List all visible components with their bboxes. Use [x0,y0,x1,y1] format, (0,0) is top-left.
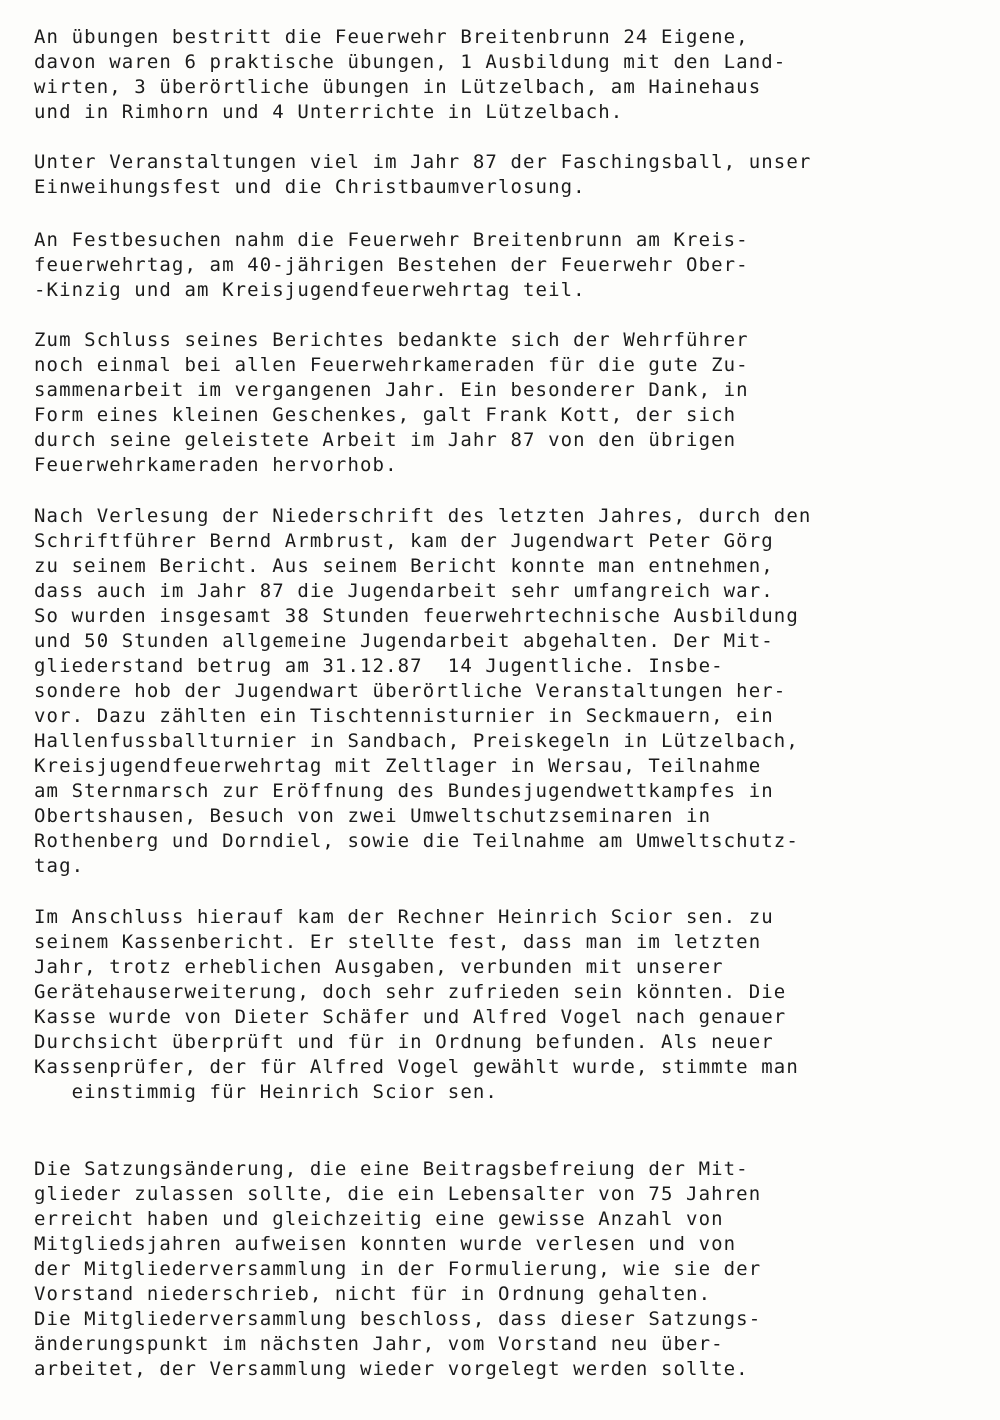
text-line: zu seinem Bericht. Aus seinem Bericht konnte man entnehmen, [34,555,774,577]
text-line: feuerwehrtag, am 40-jährigen Bestehen der Feuerwehr Ober- [34,254,749,276]
text-line: wirten, 3 überörtliche übungen in Lützelbach, am Hainehaus [34,76,762,98]
text-line: So wurden insgesamt 38 Stunden feuerwehrtechnische Ausbildung [34,605,799,627]
text-line: einstimmig für Heinrich Scior sen. [34,1081,498,1103]
text-line: dass auch im Jahr 87 die Jugendarbeit sehr umfangreich war. [34,580,774,602]
text-line: erreicht haben und gleichzeitig eine gewisse Anzahl von [34,1208,724,1230]
text-line: Kasse wurde von Dieter Schäfer und Alfred Vogel nach genauer [34,1006,787,1028]
text-line: Feuerwehrkameraden hervorhob. [34,454,398,476]
text-line: An übungen bestritt die Feuerwehr Breitenbrunn 24 Eigene, [34,26,749,48]
text-line: Vorstand niederschrieb, nicht für in Ordnung gehalten. [34,1283,712,1305]
text-line: An Festbesuchen nahm die Feuerwehr Breitenbrunn am Kreis- [34,229,749,251]
text-line: durch seine geleistete Arbeit im Jahr 87 von den übrigen [34,429,737,451]
text-line: sondere hob der Jugendwart überörtliche Veranstaltungen her- [34,680,787,702]
text-line: seinem Kassenbericht. Er stellte fest, dass man im letzten [34,931,762,953]
text-line: sammenarbeit im vergangenen Jahr. Ein besonderer Dank, in [34,379,749,401]
text-line: und 50 Stunden allgemeine Jugendarbeit abgehalten. Der Mit- [34,630,774,652]
text-line: Obertshausen, Besuch von zwei Umweltschutzseminaren in [34,805,712,827]
text-line: änderungspunkt im nächsten Jahr, vom Vorstand neu über- [34,1333,724,1355]
text-line: und in Rimhorn und 4 Unterrichte in Lützelbach. [34,101,624,123]
text-line: der Mitgliederversammlung in der Formulierung, wie sie der [34,1258,762,1280]
paragraph-youth-report [34,504,984,879]
text-line: Im Anschluss hierauf kam der Rechner Heinrich Scior sen. zu [34,906,774,928]
text-line: Gerätehauserweiterung, doch sehr zufrieden sein könnten. Die [34,981,787,1003]
paragraph-exercises [34,25,984,125]
text-line: tag. [34,855,85,877]
text-line: davon waren 6 praktische übungen, 1 Ausbildung mit den Land- [34,51,787,73]
text-line: glieder zulassen sollte, die ein Lebensalter von 75 Jahren [34,1183,762,1205]
text-line: Kreisjugendfeuerwehrtag mit Zeltlager in Wersau, Teilnahme [34,755,762,777]
text-line: Durchsicht überprüft und für in Ordnung befunden. Als neuer [34,1031,774,1053]
text-line: Hallenfussballturnier in Sandbach, Preiskegeln in Lützelbach, [34,730,799,752]
text-line: Unter Veranstaltungen viel im Jahr 87 der Faschingsball, unser [34,151,812,173]
paragraph-festivals [34,228,984,303]
text-line: noch einmal bei allen Feuerwehrkameraden für die gute Zu- [34,354,749,376]
text-line: Form eines kleinen Geschenkes, galt Frank Kott, der sich [34,404,737,426]
text-line: vor. Dazu zählten ein Tischtennisturnier in Seckmauern, ein [34,705,774,727]
text-line: Einweihungsfest und die Christbaumverlosung. [34,176,586,198]
paragraph-cash-report [34,905,984,1105]
text-line: Zum Schluss seines Berichtes bedankte sich der Wehrführer [34,329,749,351]
text-line: arbeitet, der Versammlung wieder vorgelegt werden sollte. [34,1358,749,1380]
text-line: -Kinzig und am Kreisjugendfeuerwehrtag teil. [34,279,586,301]
paragraph-events [34,150,984,200]
text-line: Jahr, trotz erheblichen Ausgaben, verbunden mit unserer [34,956,724,978]
text-line: am Sternmarsch zur Eröffnung des Bundesjugendwettkampfes in [34,780,774,802]
text-line: Die Mitgliederversammlung beschloss, dass dieser Satzungs- [34,1308,762,1330]
text-line: Rothenberg und Dorndiel, sowie die Teilnahme am Umweltschutz- [34,830,799,852]
text-line: gliederstand betrug am 31.12.87 14 Jugentliche. Insbe- [34,655,724,677]
paragraph-thanks [34,328,984,478]
text-line: Nach Verlesung der Niederschrift des letzten Jahres, durch den [34,505,812,527]
text-line: Kassenprüfer, der für Alfred Vogel gewählt wurde, stimmte man [34,1056,799,1078]
text-line: Schriftführer Bernd Armbrust, kam der Jugendwart Peter Görg [34,530,774,552]
text-line: Die Satzungsänderung, die eine Beitragsbefreiung der Mit- [34,1158,749,1180]
text-line: Mitgliedsjahren aufweisen konnten wurde verlesen und von [34,1233,737,1255]
paragraph-statute-change [34,1157,984,1382]
